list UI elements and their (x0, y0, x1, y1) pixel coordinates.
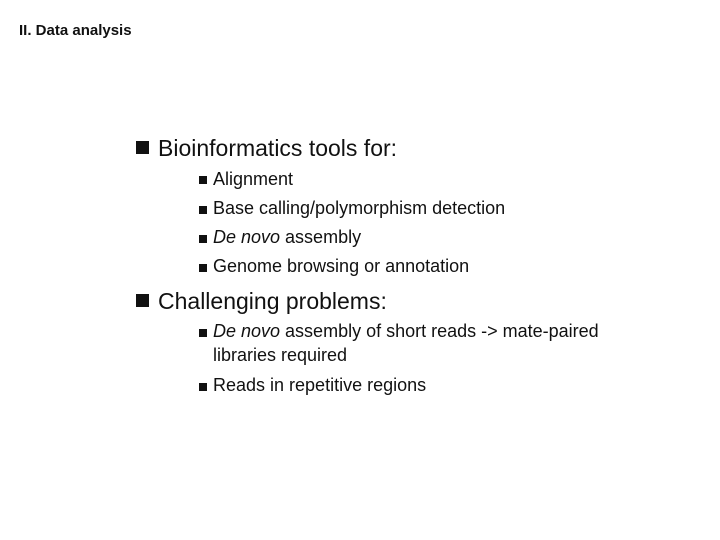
square-bullet-icon (199, 264, 207, 272)
list-item (213, 373, 426, 397)
section-heading-tools: Bioinformatics tools for: (158, 135, 398, 161)
list-item-text: Genome browsing or annotation (213, 256, 470, 276)
list-item-text: assembly of short reads -> mate-paired (280, 321, 599, 341)
square-bullet-icon (136, 294, 149, 307)
square-bullet-icon (199, 235, 207, 243)
square-bullet-icon (199, 206, 207, 214)
list-item (213, 196, 505, 220)
square-bullet-icon (199, 383, 207, 391)
list-item-continuation: libraries required (213, 345, 348, 365)
square-bullet-icon (199, 176, 207, 184)
list-item-italic: De novo (213, 227, 281, 247)
list-item (213, 254, 469, 278)
list-item-text: Alignment (213, 169, 294, 189)
square-bullet-icon (136, 141, 149, 154)
list-item-text: Reads in repetitive regions (213, 375, 427, 395)
list-item (213, 167, 293, 191)
list-item-text: assembly (280, 227, 362, 247)
list-item-text: Base calling/polymorphism detection (213, 198, 506, 218)
list-item (213, 319, 599, 343)
slide-title: II. Data analysis (19, 22, 132, 39)
section-heading-problems: Challenging problems: (158, 288, 387, 314)
list-item (213, 225, 361, 249)
list-item-italic: De novo (213, 321, 281, 341)
square-bullet-icon (199, 329, 207, 337)
